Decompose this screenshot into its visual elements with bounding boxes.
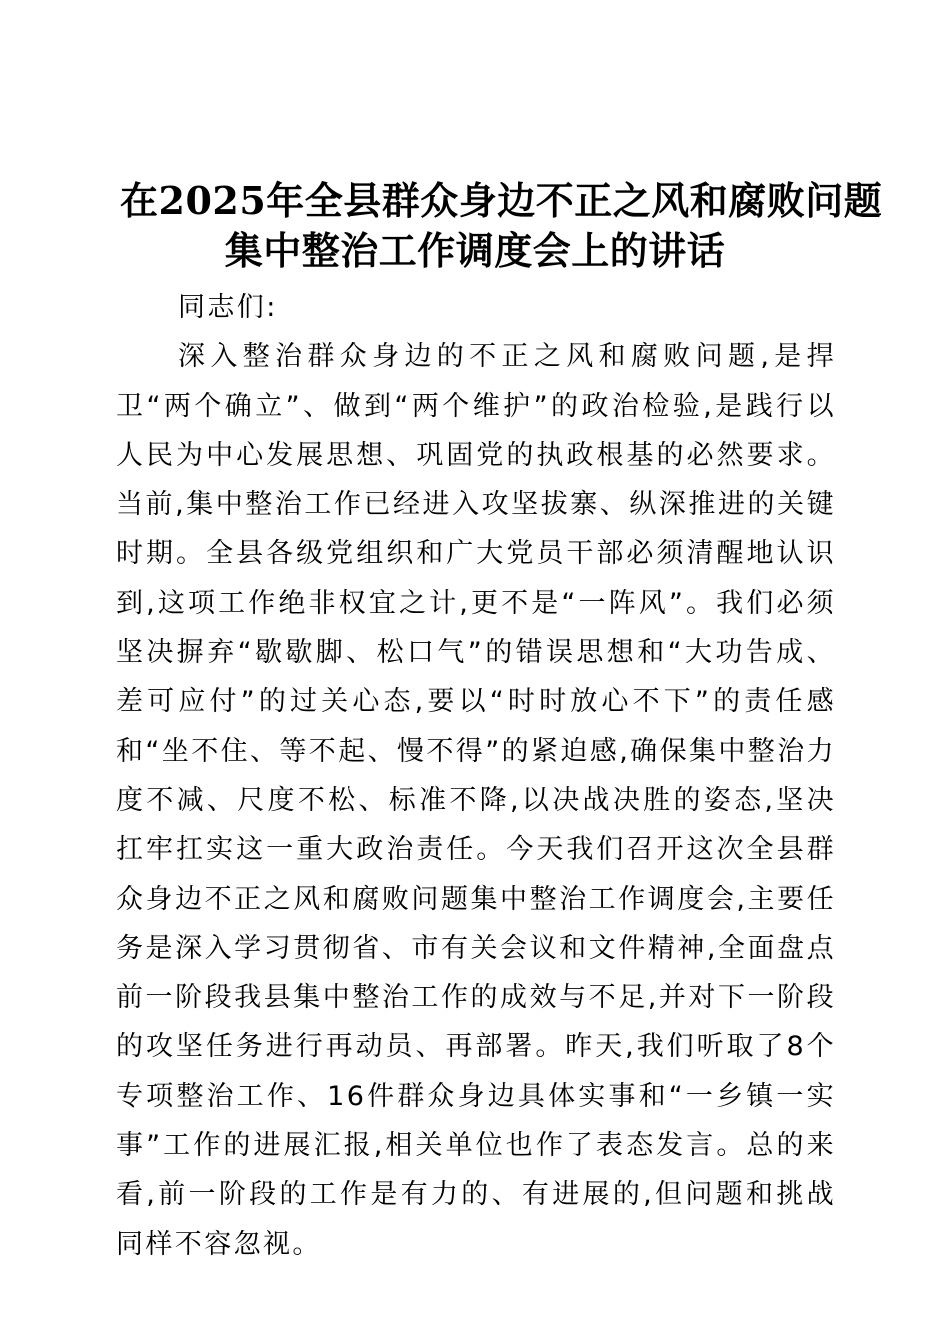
paragraph-1: 深入整治群众身边的不正之风和腐败问题,是捍卫“两个确立”、做到“两个维护”的政治检验,是践行以人民为中心发展思想、巩固党的执政根基的必然要求。当前,集中整治工作已经进入攻坚拔寨、纵深推进的关键时期。全县各级党组织和广大党员干部必须清醒地认识到,这项工作绝非权宜之计,更不是“一阵风”。我们必须坚决摒弃“歇歇脚、松口气”的错误思想和“大功告成、差可应付”的过关心态,要以“时时放心不下”的责任感和“坐不住、等不起、慢不得”的紧迫感,确保集中整治力度不减、尺度不松、标准不降,以决战决胜的姿态,坚决扛牢扛实这一重大政治责任。今天我们召开这次全县群众身边不正之风和腐败问题集中整治工作调度会,主要任务是深入学习贯彻省、市有关会议和文件精神,全面盘点前一阶段我县集中整治工作的成效与不足,并对下一阶段的攻坚任务进行再动员、再部署。昨天,我们听取了8个专项整治工作、16件群众身边具体实事和“一乡镇一实事”工作的进展汇报,相关单位也作了表态发言。总的来看,前一阶段的工作是有力的、有进展的,但问题和挑战同样不容忽视。 bbox=[116, 341, 836, 1260]
title-line-2: 集中整治工作调度会上的讲话 bbox=[224, 228, 726, 273]
title-line-1: 在2025年全县群众身边不正之风和腐败问题 bbox=[120, 178, 883, 223]
salutation: 同志们: bbox=[178, 292, 278, 323]
document-body bbox=[116, 283, 836, 1269]
document-title bbox=[120, 176, 883, 276]
